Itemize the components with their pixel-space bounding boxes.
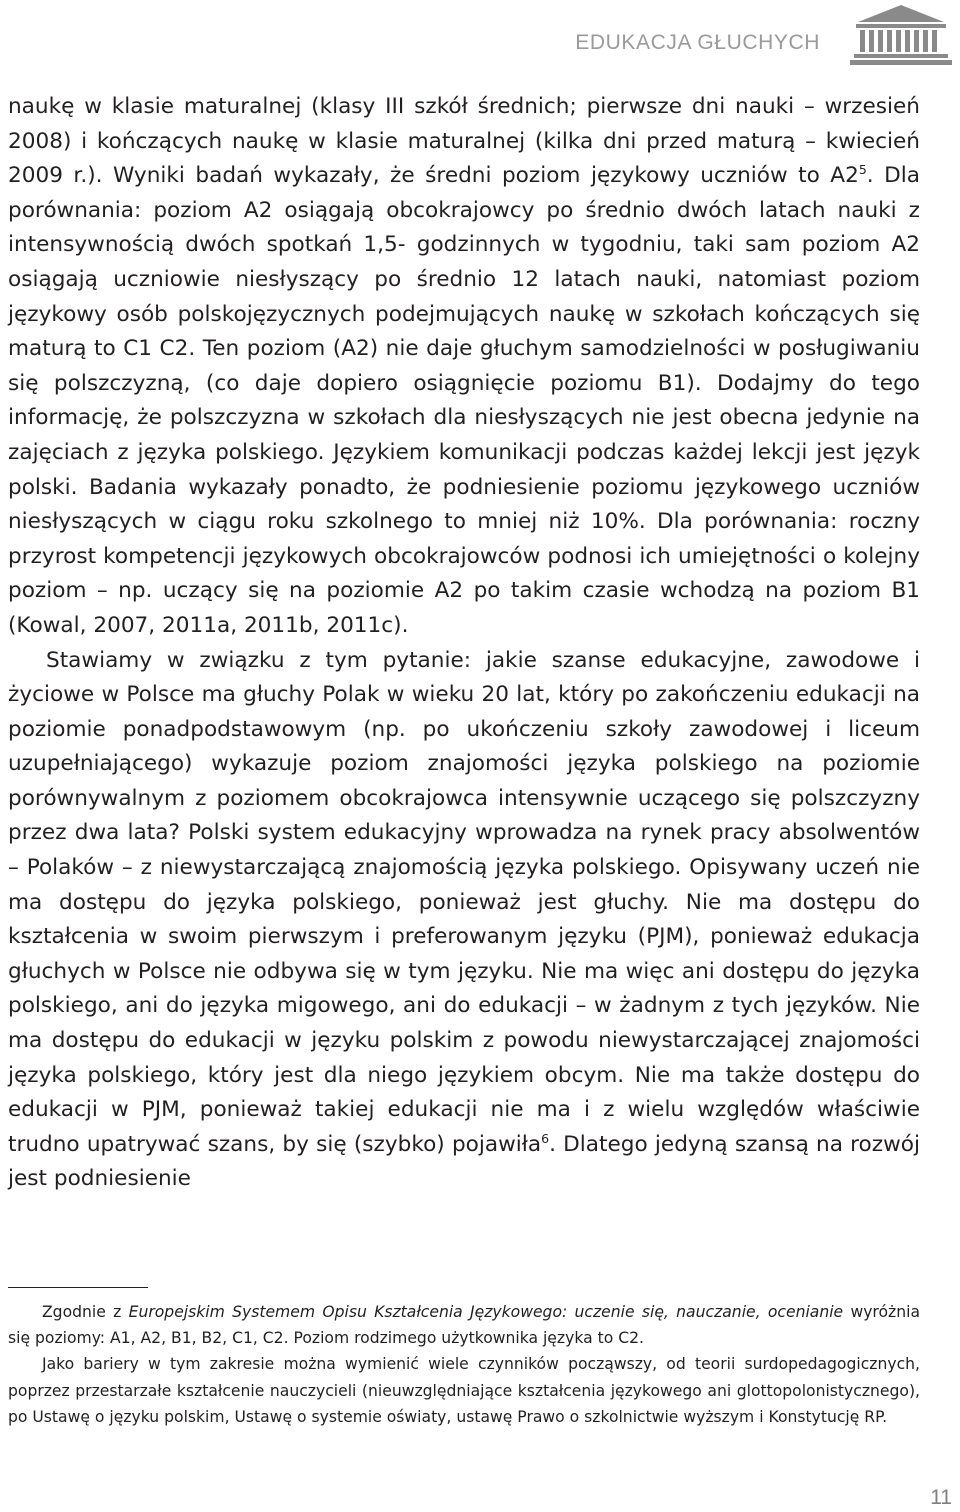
footnotes — [8, 1299, 920, 1430]
footnote-divider — [8, 1287, 148, 1288]
footnote-6-text: Jako bariery w tym zakresie można wymienić wiele czynników począwszy, od teorii surdopedagogicznych, poprzez przestarzałe kształcenie nauczycieli (nieuwzględniające kształcenia językowego ani glottopolonistycznego), po Ustawę o języku polskim, Ustawę o systemie oświaty, ustawę Prawo o szkolnictwie wyższym i Konstytucję RP. — [8, 1355, 920, 1426]
footnote-5-title: Europejskim Systemem Opisu Kształcenia Językowego: uczenie się, nauczanie, ocenianie — [128, 1303, 844, 1321]
footnote-ref-5[interactable]: 5 — [858, 162, 867, 177]
paragraph-1-text-b: . Dla porównania: poziom A2 osiągają obcokrajowcy po średnio dwóch latach nauki z intensywnością dwóch spotkań 1,5- godzinnych w tygodniu, taki sam poziom A2 osiągają uczniowie niesłyszący po średnio 12 latach nauki, natomiast poziom językowy osób polskojęzycznych podejmujących naukę w szkołach kończących się maturą to C1 C2. Ten poziom (A2) nie daje głuchym samodzielności w posługiwaniu się polszczyzną, (co daje dopiero osiągnięcie poziomu B1). Dodajmy do tego informację, że polszczyzna w szkołach dla niesłyszących nie jest obecna jedynie na zajęciach z języka polskiego. Językiem komunikacji podczas każdej lekcji jest język polski. Badania wykazały ponadto, że podniesienie poziomu językowego uczniów niesłyszących w ciągu roku szkolnego to mniej niż 10%. Dla porównania: roczny przyrost kompetencji językowych obcokrajowców podnosi ich umiejętności o kolejny poziom – np. uczący się na poziomie A2 po takim czasie wchodzą na poziom B1 (Kowal, 2007, 2011a, 2011b, 2011c). — [8, 163, 921, 638]
footnote-ref-6[interactable]: 6 — [541, 1130, 550, 1146]
running-header-title: EDUKACJA GŁUCHYCH — [575, 31, 820, 54]
footnote-5-text-pre: Zgodnie z — [42, 1303, 129, 1321]
paragraph-2-text-a: Stawiamy w związku z tym pytanie: jakie szanse edukacyjne, zawodowe i życiowe w Polsce ma głuchy Polak w wieku 20 lat, który po zakończeniu edukacji na poziomie ponadpodstawowym (np. po ukończeniu szkoły zawodowej i liceum uzupełniającego) wykazuje poziom znajomości języka polskiego na poziomie porównywalnym z poziomem obcokrajowca intensywnie uczącego się polszczyzny przez dwa lata? Polski system edukacyjny wprowadza na rynek pracy absolwentów – Polaków – z niewystarczającą znajomością języka polskiego. Opisywany uczeń nie ma dostępu do języka polskiego, ponieważ jest głuchy. Nie ma dostępu do kształcenia w swoim pierwszym i preferowanym języku (PJM), ponieważ edukacja głuchych w Polsce nie odbywa się w tym języku. Nie ma więc ani dostępu do języka polskiego, ani do języka migowego, ani do edukacji – w żadnym z tych języków. Nie ma dostępu do edukacji w języku polskim z powodu niewystarczającej znajomości języka polskiego, który jest dla niego językiem obcym. Nie ma także dostępu do edukacji w PJM, ponieważ takiej edukacji nie ma i z wielu względów właściwie trudno upatrywać szans, by się (szybko) pojawiła — [8, 647, 920, 1157]
building-colonnade-logo-icon — [850, 3, 952, 67]
paragraph-2-text-b: . Dlatego jedyną szansą na rozwój jest podniesienie — [8, 1131, 920, 1192]
page-number: 11 — [930, 1486, 952, 1509]
footnote-5 — [8, 1299, 920, 1351]
body-text — [8, 90, 920, 1197]
footnote-6 — [8, 1351, 920, 1430]
footnote-5-text-post: wyróżnia się poziomy: A1, A2, B1, B2, C1, C2. Poziom rodzimego użytkownika języka to C2. — [8, 1303, 920, 1348]
paragraph-1-text-a: naukę w klasie maturalnej (klasy III szkół średnich; pierwsze dni nauki – wrzesień 2008) i kończących naukę w klasie maturalnej (kilka dni przed maturą – kwiecień 2009 r.). Wyniki badań wykazały, że średni poziom językowy uczniów to A2 — [8, 94, 920, 189]
paragraph-1 — [8, 90, 920, 644]
paragraph-2 — [8, 644, 920, 1198]
